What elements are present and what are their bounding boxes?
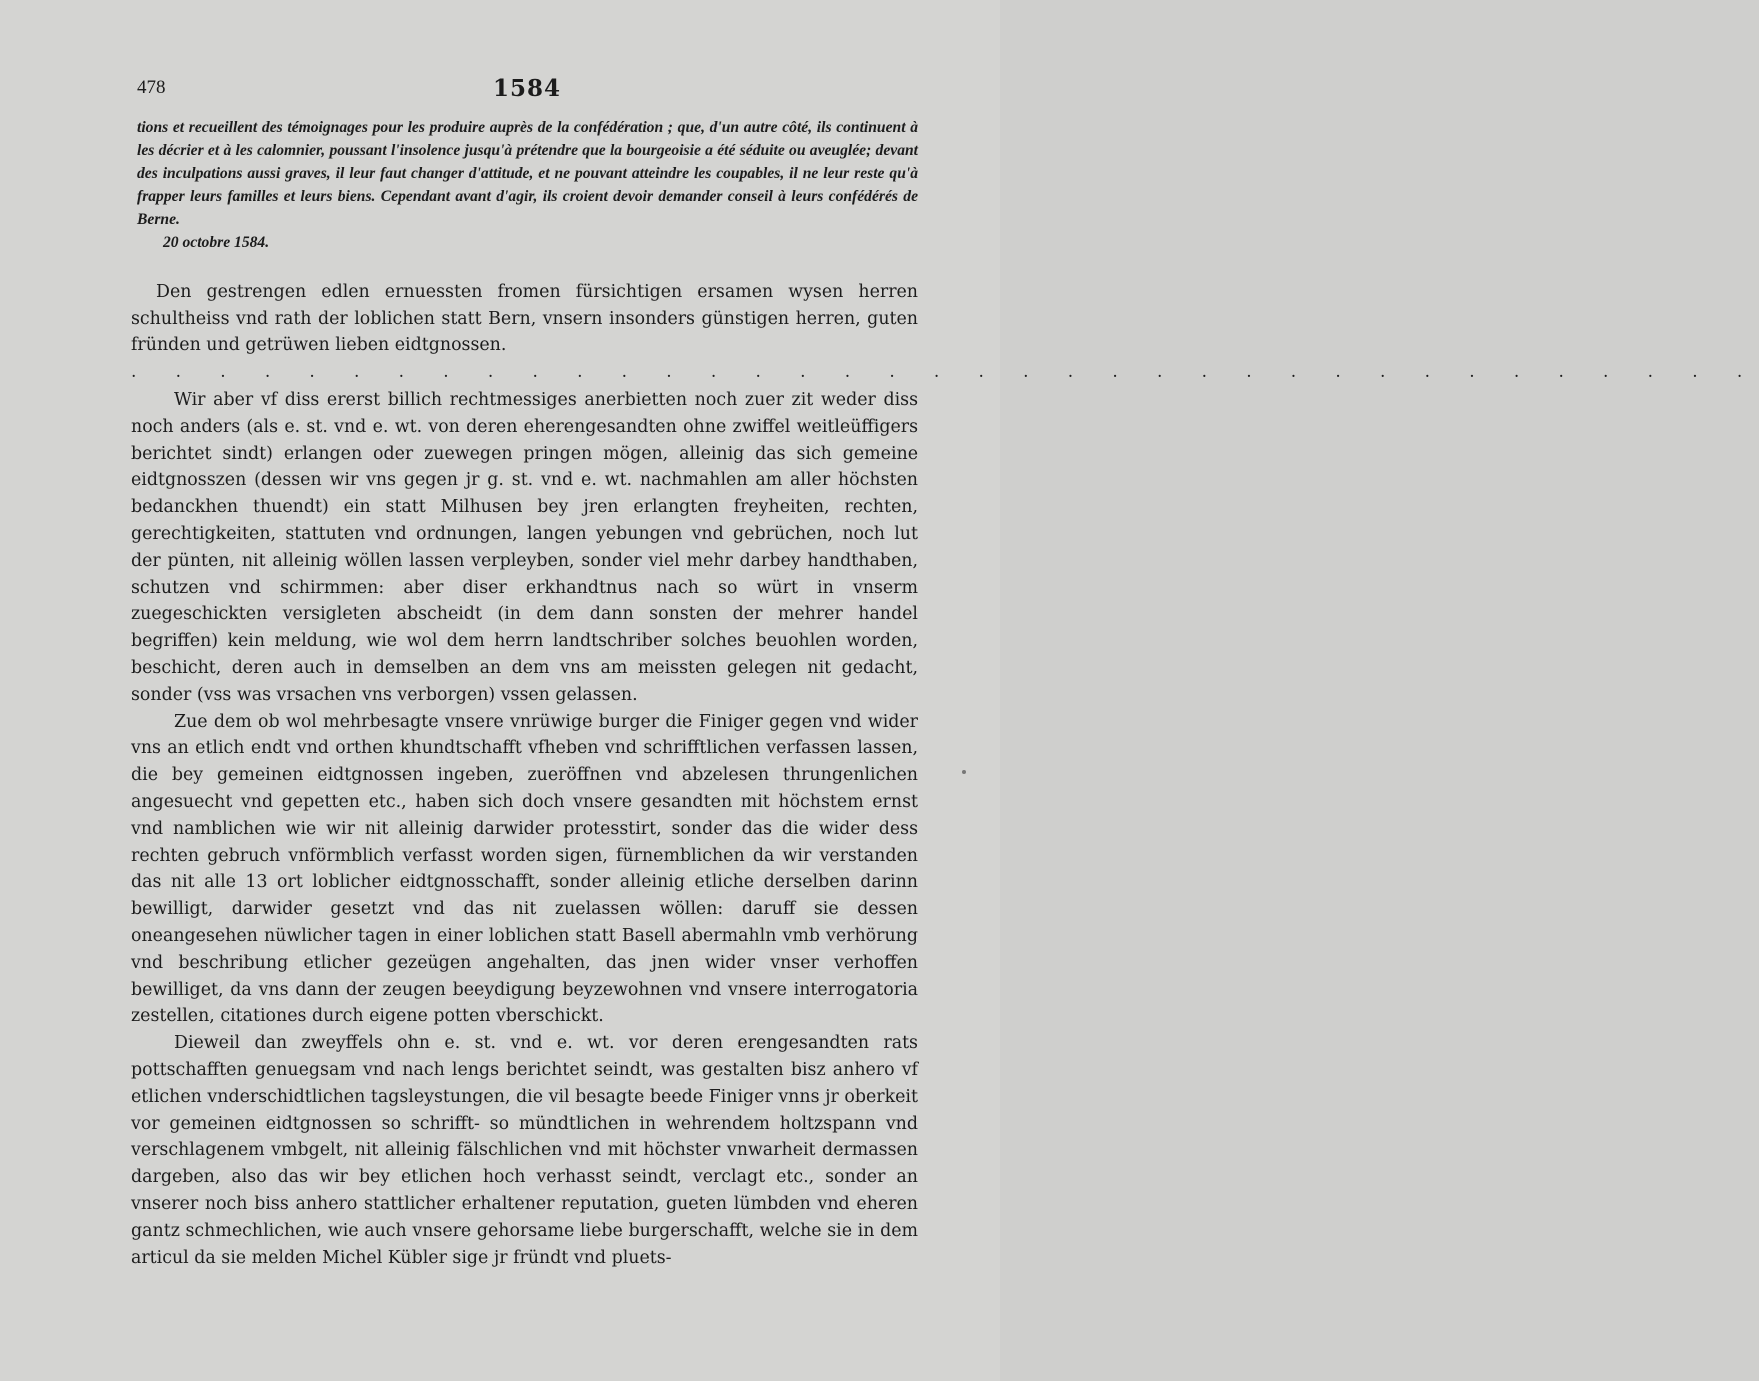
letter-address — [131, 279, 918, 359]
body-paragraph-3: Dieweil dan zweyffels ohn e. st. vnd e. wt. vor deren erengesandten rats pottschafften genuegsam vnd nach lengs berichtet seindt, was gestalten bisz anhero vf etlichen vnderschidtlichen tagsleystungen, die vil besagte beede Finiger vnns jr oberkeit vor gemeinen eidtgnossen so schrifft- so mündtlichen in wehrendem holtzspann vnd verschlagenem vmbgelt, nit alleinig fälschlichen vnd mit höchster vnwarheit dermassen dargeben, also das wir bey etlichen hoch verhasst seindt, verclagt etc., sonder an vnserer noch biss anhero stattlicher erhaltener reputation, gueten lümbden vnd eheren gantz schmechlichen, wie auch vnsere gehorsame liebe burgerschafft, welche sie in dem articul da sie melden Michel Kübler sige jr fründt vnd pluets- — [131, 1033, 918, 1268]
running-title-year: 1584 — [492, 75, 561, 102]
page-number: 478 — [137, 77, 166, 98]
french-summary — [137, 116, 918, 254]
letter-body — [131, 387, 918, 1271]
page-header — [137, 77, 917, 107]
address-text: Den gestrengen edlen ernuessten fromen fürsichtigen ersamen wysen herren schultheiss vnd rath der loblichen statt Bern, vnsern insonders günstigen herren, guten fründen und getrüwen lieben eidtgnossen. — [131, 282, 918, 355]
summary-text: tions et recueillent des témoignages pour les produire auprès de la confédération ; que, d'un autre côté, ils continuent à les décrier et à les calomnier, poussant l'insolence jusqu'à prétendre que la bourgeoisie a été séduite ou aveuglée; devant des inculpations aussi graves, il leur faut changer d'attitude, et ne pouvant atteindre les coupables, il ne leur reste qu'à frapper leurs familles et leurs biens. Cependant avant d'agir, ils croient devoir demander conseil à leurs confédérés de Berne. — [137, 119, 918, 228]
body-paragraph-1: Wir aber vf diss ererst billich rechtmessiges anerbietten noch zuer zit weder diss noch anders (als e. st. vnd e. wt. von deren eherengesandten ohne zwiffel weitleüffigers berichtet sindt) erlangen oder zuewegen pringen mögen, alleinig das sich gemeine eidtgnosszen (dessen wir vns gegen jr g. st. vnd e. wt. nachmahlen am aller höchsten bedanckhen thuendt) ein statt Milhusen bey jren erlangten freyheiten, rechten, gerechtigkeiten, stattuten vnd ordnungen, langen yebungen vnd gebrüchen, noch lut der pünten, nit alleinig wöllen lassen verpleyben, sonder viel mehr darbey handthaben, schutzen vnd schirmmen: aber diser erkhandtnus nach so würt in vnserm zuegeschickten versigleten abscheidt (in dem dann sonsten der mehrer handel begriffen) kein meldung, wie wol dem herrn landtschriber solches beuohlen worden, beschicht, deren auch in demselben an dem vns am meissten gelegen nit gedacht, sonder (vss was vrsachen vns verborgen) vssen gelassen. — [131, 390, 918, 705]
body-paragraph-2: Zue dem ob wol mehrbesagte vnsere vnrüwige burger die Finiger gegen vnd wider vns an etlich endt vnd orthen khundtschafft vfheben vnd schrifftlichen verfassen lassen, die bey gemeinen eidtgnossen ingeben, zueröffnen vnd abzelesen thrungenlichen angesuecht vnd gepetten etc., haben sich doch vnsere gesandten mit höchstem ernst vnd namblichen wie wir nit alleinig darwider protesstirt, sonder das die wider dess rechten gebruch vnförmblich verfasst worden sigen, fürnemblichen da wir verstanden das nit alle 13 ort loblicher eidtgnosschafft, sonder alleinig etliche derselben darinn bewilligt, darwider gesetzt vnd das nit zuelassen wöllen: daruff sie dessen oneangesehen nüwlicher tagen in einer loblichen statt Basell abermahln vmb verhörung vnd beschribung etlicher gezeügen angehalten, das jnen wider vnser verhoffen bewilliget, da vns dann der zeugen beeydigung beyzewohnen vnd vnsere interrogatoria zestellen, citationes durch eigene potten vberschickt. — [131, 711, 918, 1027]
paper-speck — [962, 770, 966, 774]
summary-date: 20 octobre 1584. — [163, 234, 270, 251]
omission-dots: . . . . . . . . . . . . . . . . . . . . . . . . . . . . . . . . . . . . . — [131, 362, 1759, 382]
